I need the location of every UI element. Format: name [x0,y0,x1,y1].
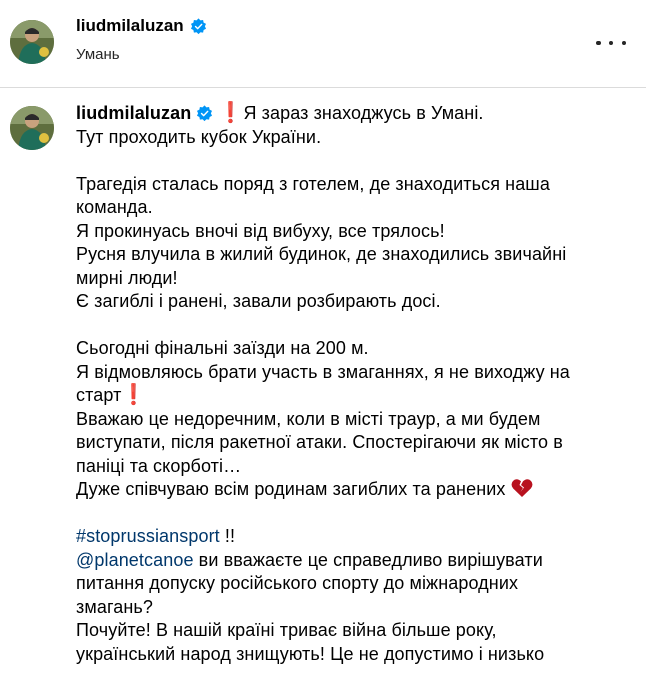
red-exclamation-icon: ❗ [218,102,244,124]
caption-line: Трагедія сталась поряд з готелем, де знаходиться наша [76,173,550,194]
caption-line: Я зараз знаходжусь в Умані. [243,103,484,123]
dot [622,41,627,46]
caption-line: питання допуску російського спорту до міжнародних [76,573,519,593]
avatar[interactable] [10,106,54,150]
username-text[interactable]: liudmilaluzan [76,16,184,35]
caption-line: Почуйте! В нашій країні триває війна більше року, [76,620,497,640]
broken-heart-icon [511,478,533,498]
verified-badge-icon [196,105,213,122]
caption-line: змагань? [76,596,153,617]
caption-line: Я прокинуась вночі від вибуху, все трялось! [76,220,445,241]
paragraph-gap [76,314,636,338]
caption-line: Я відмовляюсь брати участь в змаганнях, я не виходжу на [76,361,570,382]
dot [596,41,601,46]
caption-line: мирні люди! [76,267,178,288]
paragraph-gap [76,502,636,526]
dot [609,41,614,46]
caption-text: ви вважаєте це справедливо вирішувати [193,549,543,570]
verified-badge-icon [190,18,207,35]
caption-line: команда. [76,197,153,217]
caption-text: !! [219,526,236,546]
caption-line: Сьогодні фінальні заїзди на 200 м. [76,338,369,358]
caption-line: Вважаю це недоречним, коли в місті траур, а ми будем [76,408,541,429]
caption-line: Є загиблі і ранені, завали розбирають досі. [76,291,441,311]
more-options-icon[interactable] [596,36,626,50]
caption-line: виступати, після ракетної атаки. Спостерігаючи як місто в [76,432,563,452]
caption-line: український народ знищують! Це не допустимо і низько [76,643,545,664]
red-exclamation-icon: ❗ [121,384,147,406]
avatar[interactable] [10,20,54,64]
caption-line: паніці та скорботі… [76,455,242,476]
caption-line: Тут проходить кубок України. [76,126,322,147]
paragraph-gap [76,149,636,173]
caption-username[interactable]: liudmilaluzan [76,103,192,123]
caption-line: Русня влучила в жилий будинок, де знаходились звичайні [76,244,567,264]
post-header [0,0,646,88]
post-author-username[interactable] [76,16,207,36]
post-caption [76,102,636,666]
caption-line: старт [76,385,122,405]
caption-line: Дуже співчуваю всім родинам загиблих та ранених [76,479,506,499]
post-location[interactable]: Умань [76,46,120,63]
hashtag-link[interactable]: #stoprussiansport [76,526,220,546]
mention-link[interactable]: @planetcanoe [76,549,194,570]
